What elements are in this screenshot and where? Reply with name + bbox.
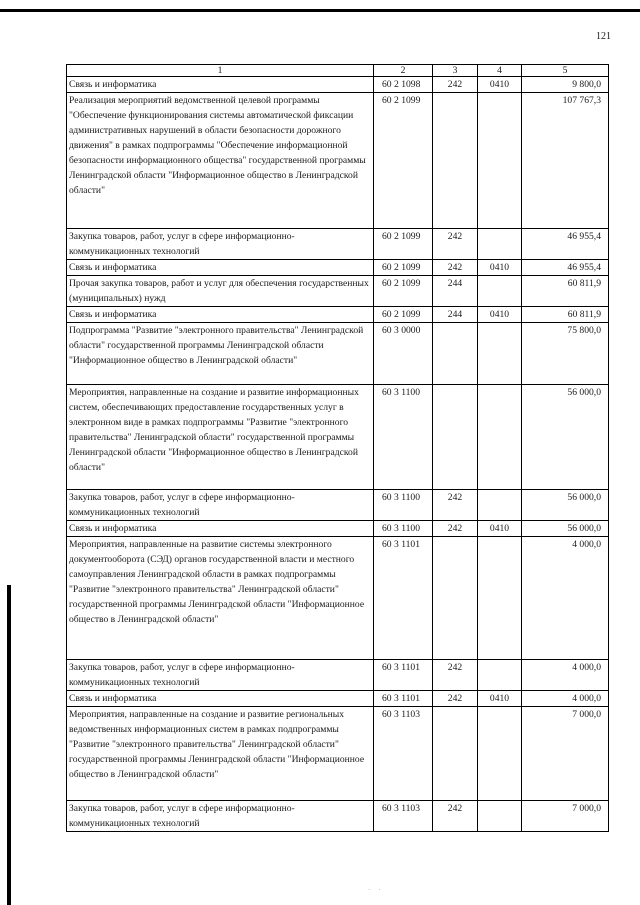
- row-expense-type-cell: 242: [433, 660, 478, 691]
- row-name-cell: Связь и информатика: [67, 307, 374, 323]
- row-section-cell: 0410: [478, 521, 522, 537]
- row-name-cell: Закупка товаров, работ, услуг в сфере информационно-коммуникационных технологий: [67, 229, 374, 260]
- row-target-article-cell: 60 2 1099: [374, 307, 433, 323]
- row-amount-cell: 7 000,0: [522, 707, 609, 801]
- column-header-expense-type: 3: [433, 65, 478, 77]
- column-header-amount: 5: [522, 65, 609, 77]
- row-amount-cell: 75 800,0: [522, 323, 609, 385]
- row-section-cell: [478, 801, 522, 832]
- row-expense-type-cell: 242: [433, 229, 478, 260]
- row-amount-cell: 4 000,0: [522, 537, 609, 660]
- row-target-article-cell: 60 2 1099: [374, 229, 433, 260]
- row-name-cell: Связь и информатика: [67, 521, 374, 537]
- row-amount-cell: 56 000,0: [522, 385, 609, 490]
- table-row: [67, 77, 609, 93]
- row-section-cell: 0410: [478, 307, 522, 323]
- row-target-article-cell: 60 2 1099: [374, 260, 433, 276]
- row-section-cell: 0410: [478, 691, 522, 707]
- column-header-target-article: 2: [374, 65, 433, 77]
- table-row: [67, 323, 609, 385]
- row-amount-cell: 46 955,4: [522, 229, 609, 260]
- row-name-cell: Закупка товаров, работ, услуг в сфере информационно-коммуникационных технологий: [67, 801, 374, 832]
- table-row: [67, 307, 609, 323]
- row-section-cell: [478, 385, 522, 490]
- row-name-cell: Мероприятия, направленные на создание и развитие информационных систем, обеспечивающих предоставление государственных услуг в электронном виде в рамках подпрограммы "Развитие "электронного правительства" Ленинградской области" государственной программы Ленинградской области "Информационное общество в Ленинградской области": [67, 385, 374, 490]
- row-name-cell: Связь и информатика: [67, 77, 374, 93]
- row-section-cell: 0410: [478, 77, 522, 93]
- row-section-cell: [478, 490, 522, 521]
- row-expense-type-cell: 244: [433, 307, 478, 323]
- table-header-row: [67, 65, 609, 77]
- table-row: [67, 707, 609, 801]
- table-row: [67, 691, 609, 707]
- row-target-article-cell: 60 3 1100: [374, 490, 433, 521]
- row-name-cell: Прочая закупка товаров, работ и услуг для обеспечения государственных (муниципальных) нужд: [67, 276, 374, 307]
- row-name-cell: Связь и информатика: [67, 691, 374, 707]
- row-expense-type-cell: 242: [433, 691, 478, 707]
- row-amount-cell: 9 800,0: [522, 77, 609, 93]
- row-expense-type-cell: 242: [433, 77, 478, 93]
- row-expense-type-cell: [433, 385, 478, 490]
- row-section-cell: [478, 276, 522, 307]
- row-amount-cell: 46 955,4: [522, 260, 609, 276]
- row-section-cell: [478, 707, 522, 801]
- row-section-cell: [478, 537, 522, 660]
- table-row: [67, 660, 609, 691]
- row-amount-cell: 56 000,0: [522, 521, 609, 537]
- table-row: [67, 521, 609, 537]
- row-target-article-cell: 60 2 1099: [374, 276, 433, 307]
- row-amount-cell: 7 000,0: [522, 801, 609, 832]
- row-target-article-cell: 60 3 0000: [374, 323, 433, 385]
- row-expense-type-cell: 242: [433, 801, 478, 832]
- table-row: [67, 260, 609, 276]
- budget-table: [66, 64, 609, 832]
- table-row: [67, 801, 609, 832]
- row-name-cell: Мероприятия, направленные на развитие системы электронного документооборота (СЭД) органов государственной власти и местного самоуправления Ленинградской области в рамках подпрограммы "Развитие "электронного правительства" Ленинградской области" государственной программы Ленинградской области "Информационное общество в Ленинградской области": [67, 537, 374, 660]
- table-row: [67, 93, 609, 229]
- row-name-cell: Подпрограмма "Развитие "электронного правительства" Ленинградской области" государственной программы Ленинградской области "Информационное общество в Ленинградской области": [67, 323, 374, 385]
- scan-edge-mark: [7, 585, 11, 905]
- row-section-cell: 0410: [478, 260, 522, 276]
- row-target-article-cell: 60 3 1101: [374, 660, 433, 691]
- row-target-article-cell: 60 2 1099: [374, 93, 433, 229]
- row-expense-type-cell: 244: [433, 276, 478, 307]
- row-expense-type-cell: [433, 537, 478, 660]
- row-target-article-cell: 60 3 1100: [374, 521, 433, 537]
- row-section-cell: [478, 93, 522, 229]
- row-expense-type-cell: [433, 323, 478, 385]
- page-number: 121: [596, 31, 611, 42]
- row-name-cell: Реализация мероприятий ведомственной целевой программы "Обеспечение функционирования системы автоматической фиксации административных нарушений в области безопасности дорожного движения" в рамках подпрограммы "Обеспечение информационной безопасности информационного общества" государственной программы Ленинградской области "Информационное общество в Ленинградской области": [67, 93, 374, 229]
- table-row: [67, 229, 609, 260]
- row-section-cell: [478, 660, 522, 691]
- column-header-name: 1: [67, 65, 374, 77]
- row-target-article-cell: 60 2 1098: [374, 77, 433, 93]
- row-target-article-cell: 60 3 1101: [374, 537, 433, 660]
- row-amount-cell: 4 000,0: [522, 691, 609, 707]
- row-expense-type-cell: [433, 707, 478, 801]
- row-amount-cell: 60 811,9: [522, 276, 609, 307]
- row-amount-cell: 4 000,0: [522, 660, 609, 691]
- row-expense-type-cell: 242: [433, 490, 478, 521]
- row-target-article-cell: 60 3 1100: [374, 385, 433, 490]
- row-name-cell: Закупка товаров, работ, услуг в сфере информационно-коммуникационных технологий: [67, 660, 374, 691]
- table-row: [67, 276, 609, 307]
- table-row: [67, 490, 609, 521]
- row-name-cell: Связь и информатика: [67, 260, 374, 276]
- row-expense-type-cell: 242: [433, 260, 478, 276]
- scan-artifact: · ·: [368, 886, 384, 894]
- table-row: [67, 385, 609, 490]
- row-amount-cell: 56 000,0: [522, 490, 609, 521]
- row-amount-cell: 107 767,3: [522, 93, 609, 229]
- row-name-cell: Мероприятия, направленные на создание и развитие региональных ведомственных информационных систем в рамках подпрограммы "Развитие "электронного правительства" Ленинградской области" государственной программы Ленинградской области "Информационное общество в Ленинградской области": [67, 707, 374, 801]
- column-header-section: 4: [478, 65, 522, 77]
- row-target-article-cell: 60 3 1103: [374, 707, 433, 801]
- row-name-cell: Закупка товаров, работ, услуг в сфере информационно-коммуникационных технологий: [67, 490, 374, 521]
- row-expense-type-cell: 242: [433, 521, 478, 537]
- row-section-cell: [478, 229, 522, 260]
- top-border-line: [0, 9, 640, 12]
- row-expense-type-cell: [433, 93, 478, 229]
- table-row: [67, 537, 609, 660]
- row-target-article-cell: 60 3 1101: [374, 691, 433, 707]
- row-section-cell: [478, 323, 522, 385]
- row-amount-cell: 60 811,9: [522, 307, 609, 323]
- row-target-article-cell: 60 3 1103: [374, 801, 433, 832]
